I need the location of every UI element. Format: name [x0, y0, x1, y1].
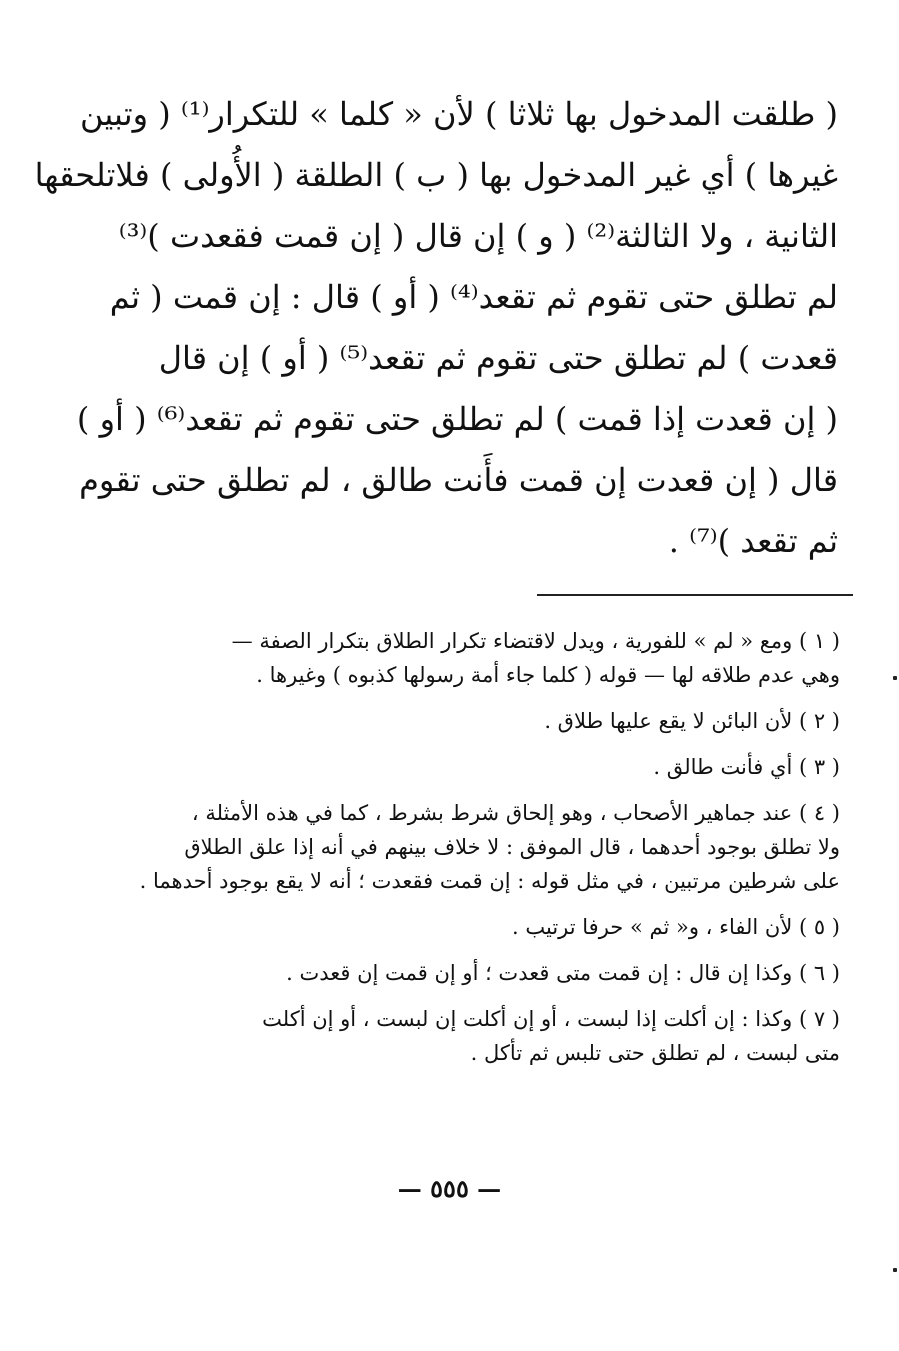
main-text-line: قال ( إن قعدت إن قمت فأَنت طالق ، لم تطلق حتى تقوم — [79, 461, 838, 499]
footnote-line: متى لبست ، لم تطلق حتى تلبس ثم تأكل . — [470, 1041, 840, 1065]
footnote-line: وهي عدم طلاقه لها — قوله ( كلما جاء أمة رسولها كذبوه ) وغيرها . — [256, 663, 840, 687]
scan-mark — [893, 676, 897, 680]
footnote-line: ولا تطلق بوجود أحدهما ، قال الموفق : لا خلاف بينهم في أنه إذا علق الطلاق — [184, 835, 840, 859]
footnote-line: ( ٣ ) أي فأنت طالق . — [653, 755, 840, 779]
footnote-7 — [110, 1002, 840, 1070]
footnote-line: ( ٧ ) وكذا : إن أكلت إذا لبست ، أو إن أكلت إن لبست ، أو إن أكلت — [262, 1007, 840, 1031]
footnote-1 — [110, 624, 840, 692]
footnote-line: على شرطين مرتبين ، في مثل قوله : إن قمت فقعدت ؛ أنه لا يقع بوجود أحدهما . — [139, 869, 840, 893]
footnote-line: ( ٢ ) لأن البائن لا يقع عليها طلاق . — [544, 709, 840, 733]
main-text-line: لم تطلق حتى تقوم ثم تقعد⁽⁴⁾ ( أو ) قال : إن قمت ( ثم — [109, 278, 838, 316]
footnote-line: ( ٥ ) لأن الفاء ، و« ثم » حرفا ترتيب . — [512, 915, 840, 939]
footnote-line: ( ٦ ) وكذا إن قال : إن قمت متى قعدت ؛ أو إن قمت إن قعدت . — [286, 961, 840, 985]
footnotes — [110, 624, 840, 1082]
footnote-line: ( ٤ ) عند جماهير الأصحاب ، وهو إلحاق شرط بشرط ، كما في هذه الأمثلة ، — [191, 801, 840, 825]
main-text-line: غيرها ) أي غير المدخول بها ( ب ) الطلقة ( الأُولى ) فلاتلحقها — [34, 156, 838, 194]
main-text-line: ( طلقت المدخول بها ثلاثا ) لأن « كلما » للتكرار⁽¹⁾ ( وتبين — [80, 95, 838, 133]
main-text-line: قعدت ) لم تطلق حتى تقوم ثم تقعد⁽⁵⁾ ( أو ) إن قال — [158, 339, 838, 377]
main-text-line: ثم تقعد )⁽⁷⁾ . — [668, 522, 838, 560]
footnote-5 — [110, 910, 840, 944]
footnote-3 — [110, 750, 840, 784]
footnote-2 — [110, 704, 840, 738]
page-number: — ٥٥٥ — — [397, 1174, 502, 1203]
main-text-line: الثانية ، ولا الثالثة⁽²⁾ ( و ) إن قال ( إن قمت فقعدت )⁽³⁾ — [118, 217, 838, 255]
footnote-6 — [110, 956, 840, 990]
main-text — [34, 84, 838, 572]
footnote-4 — [110, 796, 840, 898]
main-text-line: ( إن قعدت إذا قمت ) لم تطلق حتى تقوم ثم تقعد⁽⁶⁾ ( أو ) — [76, 400, 838, 438]
footnote-line: ( ١ ) ومع « لم » للفورية ، ويدل لاقتضاء تكرار الطلاق بتكرار الصفة — — [231, 629, 840, 653]
footnote-separator — [537, 594, 853, 596]
scan-mark — [893, 1268, 897, 1272]
